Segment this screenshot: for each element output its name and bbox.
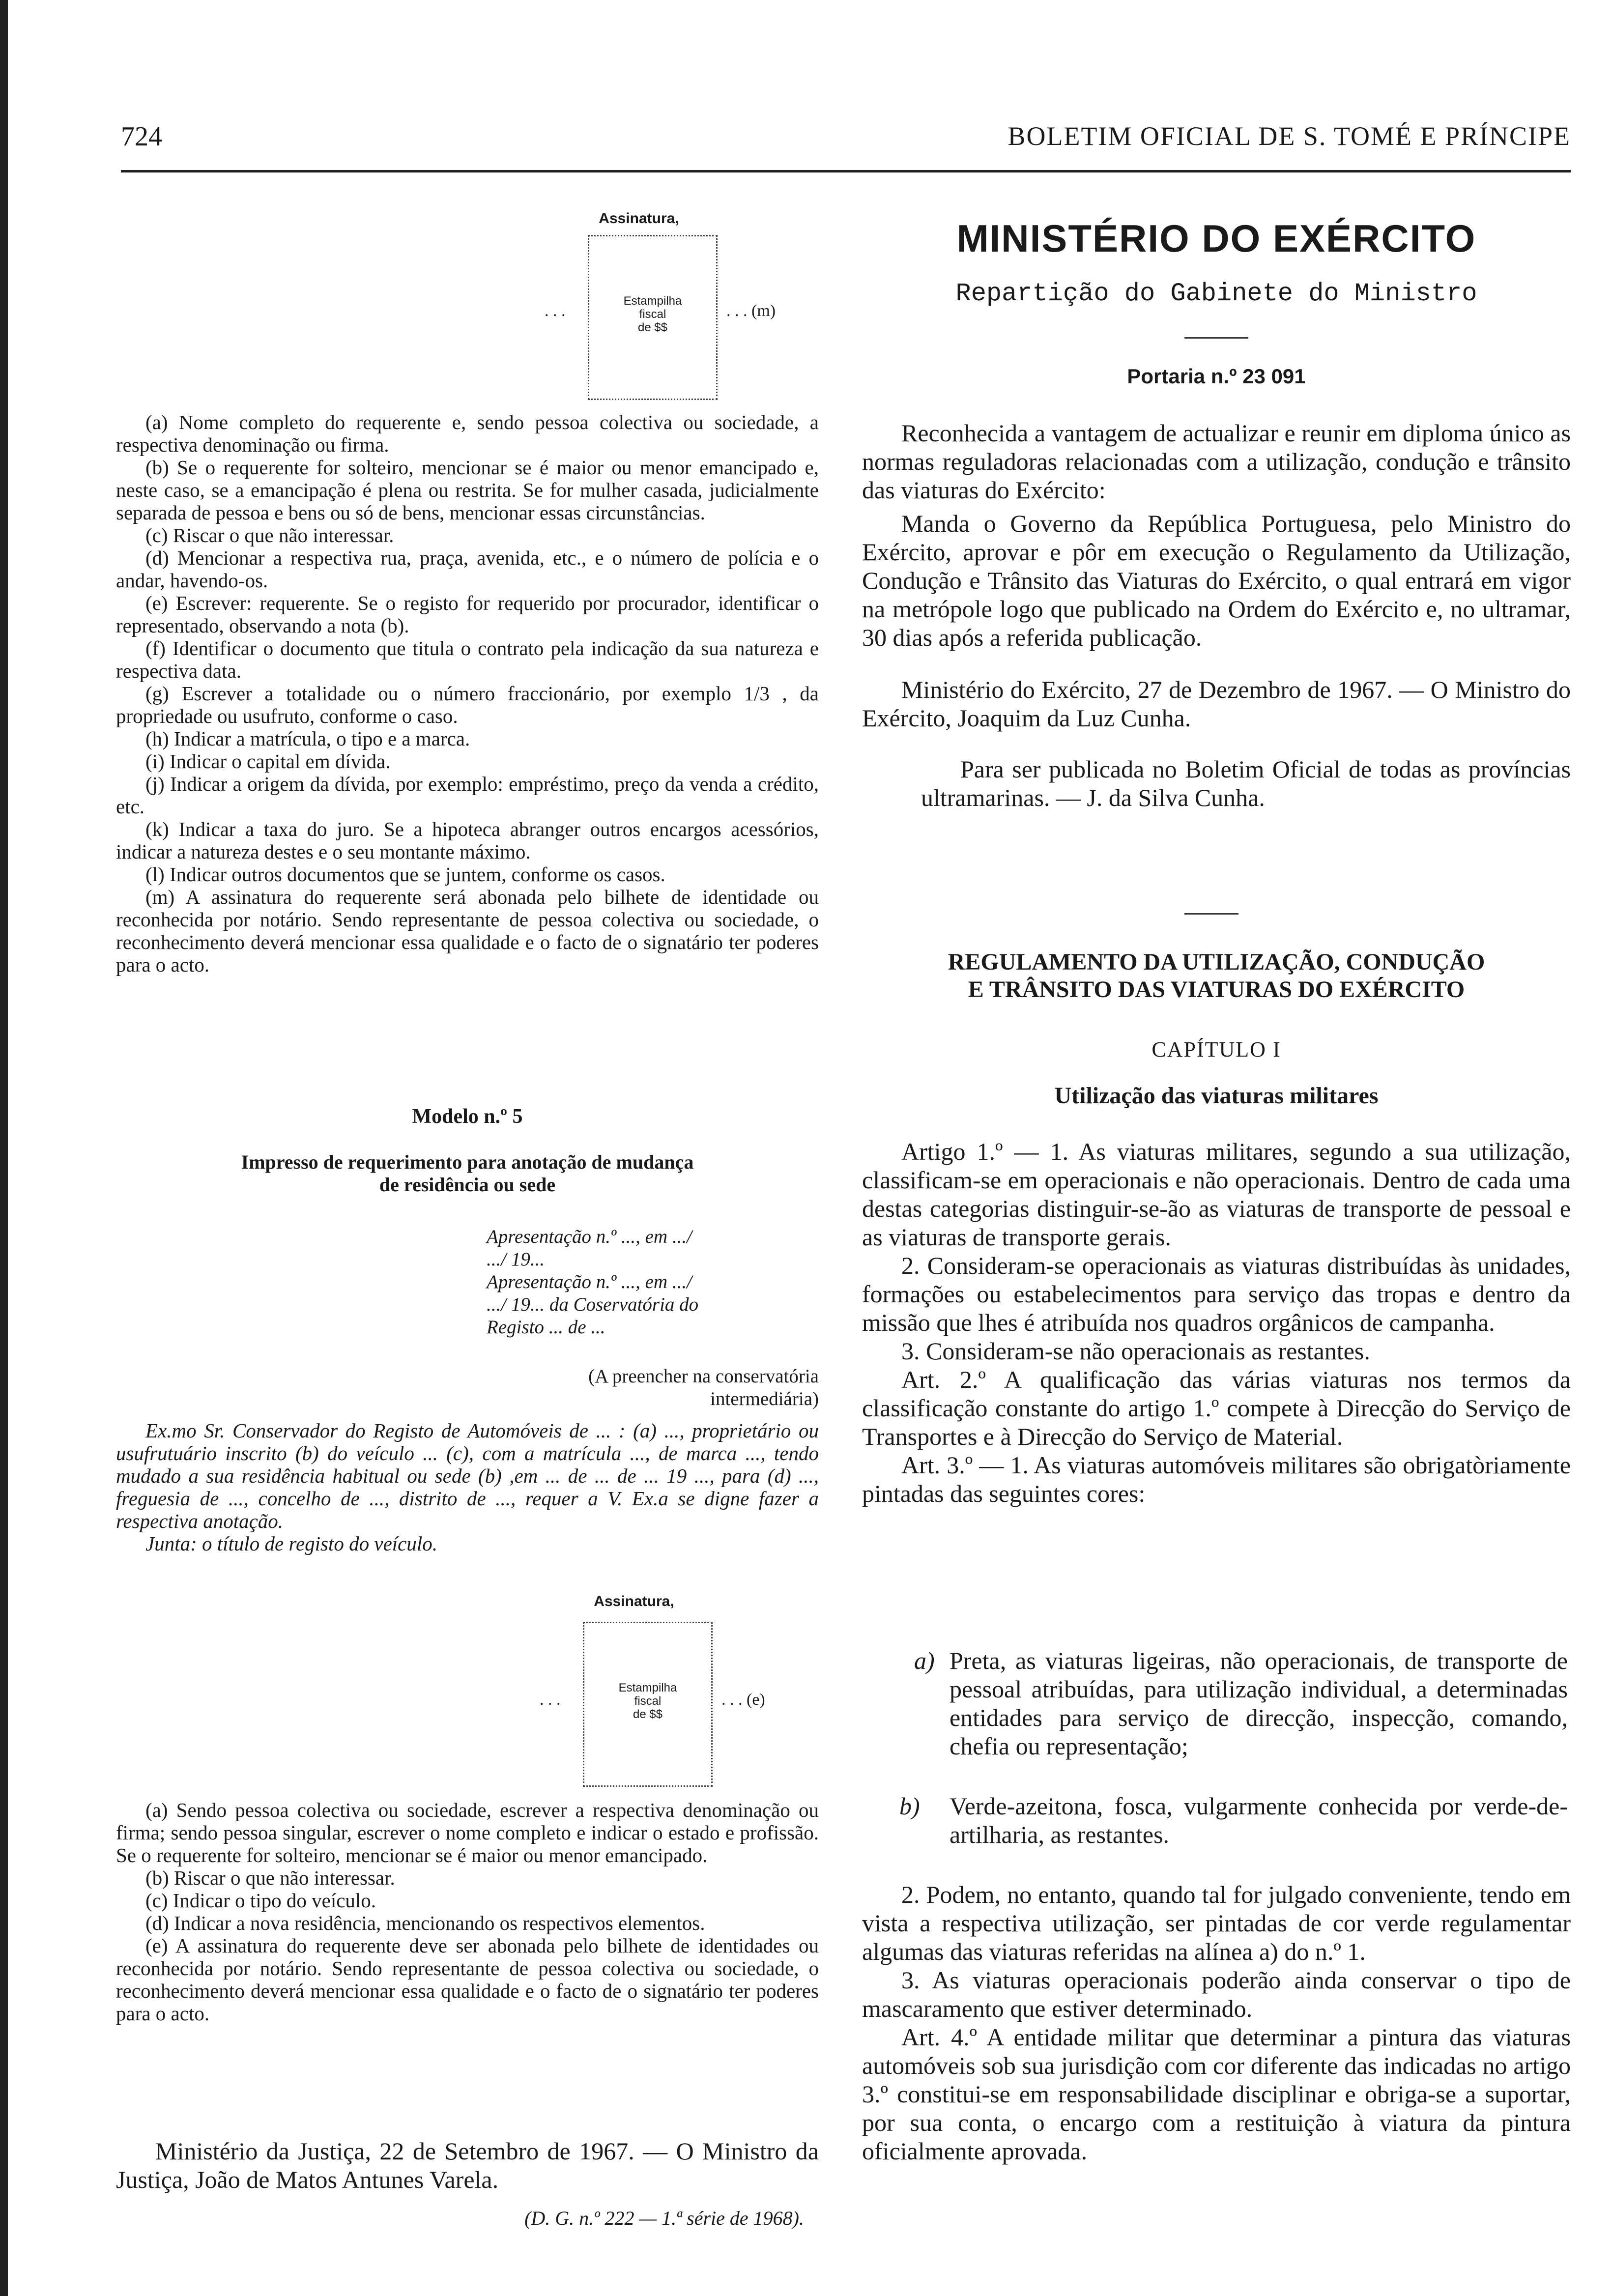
form-title-line: Impresso de requerimento para anotação de mudança (241, 1151, 694, 1173)
footnote: (a) Sendo pessoa colectiva ou sociedade, escrever a respectiva denominação ou firma; sendo pessoa singular, escrever o nome completo e indicar o estado e profissão. Se o requerente for solteiro, mencionar se é maior ou menor emancipado. (116, 1799, 819, 1866)
item-label: b) (899, 1792, 920, 1820)
article-paragraph: Artigo 1.º — 1. As viaturas militares, segundo a sua utilização, classificam-se em operacionais e não operacionais. Dentro de cada uma destas categorias distinguir-se-ão as viaturas de transporte de pessoal e as viaturas de transporte gerais. (862, 1138, 1571, 1251)
stamp-line: Estampilha (618, 1681, 677, 1694)
ordinance-number: Portaria n.º 23 091 (1127, 365, 1306, 388)
footnote: (b) Se o requerente for solteiro, mencionar se é maior ou menor emancipado e, neste caso, se a emancipação é plena ou restrita. Se for mulher casada, judicialmente separada de pessoa e bens ou só de bens, mencionar essas circunstâncias. (116, 456, 819, 524)
footnote: (c) Riscar o que não interessar. (145, 524, 394, 546)
presentation-line: Registo ... de ... (487, 1317, 605, 1338)
paragraph: Para ser publicada no Boletim Oficial de todas as províncias ultramarinas. — J. da Silva Cunha. (921, 755, 1571, 811)
regulation-title-line: E TRÂNSITO DAS VIATURAS DO EXÉRCITO (968, 976, 1465, 1003)
presentation-block (487, 1226, 821, 1339)
list-item-a (914, 1646, 1568, 1760)
footnote: (h) Indicar a matrícula, o tipo e a marca. (145, 727, 470, 750)
item-label: a) (914, 1647, 935, 1674)
footnote: (e) Escrever: requerente. Se o registo for requerido por procurador, identificar o representado, observando a nota (b). (116, 592, 819, 637)
article-paragraph: 3. As viaturas operacionais poderão ainda conservar o tipo de mascaramento que estiver determinado. (862, 1966, 1571, 2022)
regulation-title-line: REGULAMENTO DA UTILIZAÇÃO, CONDUÇÃO (948, 949, 1485, 975)
ordinance-text (862, 419, 1571, 812)
fill-in-line: (A preencher na conservatória (588, 1366, 819, 1387)
article-paragraph: Art. 4.º A entidade militar que determinar a pintura das viaturas automóveis sob sua jurisdição com cor diferente das indicadas no artigo 3.º constitui-se em responsabilidade disciplinar e obriga-se a suportar, por sua conta, o encargo com a restituição à viatura da pintura oficialmente aprovada. (862, 2023, 1571, 2165)
request-paragraph: Ex.mo Sr. Conservador do Registo de Automóveis de ... : (a) ..., proprietário ou usufrutuário inscrito (b) do veículo ... (c), com a matrícula ..., de marca ..., tendo mudado a sua residência habitual ou sede (b) ,em ... de ... de ... 19 ..., para (d) ..., freguesia de ..., concelho de ..., distrito de ..., requer a V. Ex.a se digne fazer a respectiva anotação. (116, 1419, 819, 1532)
signature-dots-left: . . . (545, 302, 566, 320)
page-number: 724 (121, 121, 162, 152)
signature-title: Assinatura, (594, 1593, 674, 1609)
presentation-line: Apresentação n.º ..., em .../ (487, 1271, 692, 1292)
footnote: (d) Mencionar a respectiva rua, praça, avenida, etc., e o número de polícia e o andar, havendo-os. (116, 546, 819, 592)
tax-stamp-box-1 (588, 235, 718, 400)
stamp-line: Estampilha (623, 294, 682, 308)
paragraph: Manda o Governo da República Portuguesa, pelo Ministro do Exército, aprovar e pôr em execução o Regulamento da Utilização, Condução e Trânsito das Viaturas do Exército, o qual entrará em vigor na metrópole logo que publicado na Ordem do Exército e, no ultramar, 30 dias após a referida publicação. (862, 510, 1571, 651)
footnotes-model-4 (116, 411, 819, 976)
stamp-line: de $$ (633, 1708, 663, 1721)
footnote: (m) A assinatura do requerente será abonada pelo bilhete de identidade ou reconhecida por notário. Sendo representante de pessoa colectiva ou sociedade, o reconhecimento deverá mencionar essa qualidade e o facto de o signatário ter poderes para o acto. (116, 886, 819, 976)
footnote: (d) Indicar a nova residência, mencionando os respectivos elementos. (145, 1912, 705, 1934)
article-paragraph: 2. Consideram-se operacionais as viaturas distribuídas às unidades, formações ou estabelecimentos para serviço das tropas e dentro da missão que lhes é atribuída nos quadros orgânicos de campanha. (862, 1252, 1571, 1336)
department-heading: Repartição do Gabinete do Ministro (955, 279, 1477, 308)
publication-title: BOLETIM OFICIAL DE S. TOMÉ E PRÍNCIPE (1008, 121, 1571, 151)
fill-in-note (487, 1365, 819, 1410)
presentation-line: .../ 19... (487, 1249, 545, 1270)
gazette-reference: (D. G. n.º 222 — 1.ª série de 1968). (524, 2207, 804, 2229)
form-title-line: de residência ou sede (379, 1174, 556, 1196)
article-paragraph: 2. Podem, no entanto, quando tal for julgado conveniente, tendo em vista a respectiva utilização, ser pintadas de cor verde regulamentar algumas das viaturas referidas na alínea a) do n.º 1. (862, 1881, 1571, 1965)
footnote: (i) Indicar o capital em dívida. (145, 750, 391, 773)
presentation-line: Apresentação n.º ..., em .../ (487, 1226, 692, 1247)
list-item-b (899, 1792, 1568, 1849)
footnote: (e) A assinatura do requerente deve ser abonada pelo bilhete de identidades ou reconhecida por notário. Sendo representante de pessoa colectiva ou sociedade, o reconhecimento deverá mencionar essa qualidade e o facto de o signatário ter poderes para o acto. (116, 1934, 819, 2025)
attachment-line: Junta: o título de registo do veículo. (145, 1532, 437, 1555)
articles-3-4 (862, 1880, 1571, 2165)
form-title (116, 1151, 819, 1196)
article-paragraph: 3. Consideram-se não operacionais as restantes. (901, 1337, 1370, 1365)
signature-dots-right: . . . (m) (726, 302, 776, 320)
signature-block-2 (536, 1593, 732, 1610)
footnote: (j) Indicar a origem da dívida, por exemplo: empréstimo, preço da venda a crédito, etc. (116, 773, 819, 818)
chapter-heading: CAPÍTULO I (1151, 1037, 1281, 1062)
chapter-title: Utilização das viaturas militares (1054, 1083, 1379, 1109)
model-heading: Modelo n.º 5 (412, 1105, 523, 1128)
footnotes-model-5 (116, 1799, 819, 2025)
footnote: (c) Indicar o tipo do veículo. (145, 1889, 376, 1912)
article-paragraph: Art. 2.º A qualificação das várias viaturas nos termos da classificação constante do artigo 1.º compete à Direcção do Serviço de Transportes e à Direcção do Serviço de Material. (862, 1366, 1571, 1450)
stamp-line: fiscal (634, 1694, 662, 1708)
article-paragraph: Art. 3.º — 1. As viaturas automóveis militares são obrigatòriamente pintadas das seguintes cores: (862, 1451, 1571, 1507)
stamp-line: de $$ (637, 321, 668, 334)
ministry-heading: MINISTÉRIO DO EXÉRCITO (956, 217, 1476, 260)
footnote: (a) Nome completo do requerente e, sendo pessoa colectiva ou sociedade, a respectiva denominação ou firma. (116, 411, 819, 456)
presentation-line: .../ 19... da Coservatória do (487, 1294, 699, 1315)
signature-dots-left: . . . (540, 1691, 561, 1709)
paragraph: Reconhecida a vantagem de actualizar e reunir em diploma único as normas reguladoras relacionadas com a utilização, condução e trânsito das viaturas do Exército: (862, 419, 1571, 504)
footnote: (l) Indicar outros documentos que se juntem, conforme os casos. (145, 863, 665, 886)
footnote: (g) Escrever a totalidade ou o número fraccionário, por exemplo 1/3 , da propriedade ou usufruto, conforme o caso. (116, 682, 819, 727)
footnote: (f) Identificar o documento que titula o contrato pela indicação da sua natureza e respectiva data. (116, 637, 819, 682)
paragraph: Ministério do Exército, 27 de Dezembro de 1967. — O Ministro do Exército, Joaquim da Luz Cunha. (862, 676, 1571, 732)
footnote: (b) Riscar o que não interessar. (145, 1866, 395, 1889)
signature-title: Assinatura, (599, 210, 679, 227)
item-text: Verde-azeitona, fosca, vulgarmente conhecida por verde-de-artilharia, as restantes. (950, 1792, 1568, 1848)
tax-stamp-box-2 (583, 1622, 713, 1787)
justice-ministry-signature (116, 2137, 819, 2194)
scan-edge (0, 0, 8, 2296)
footnote: (k) Indicar a taxa do juro. Se a hipoteca abranger outros encargos acessórios, indicar a natureza destes e o seu montante máximo. (116, 818, 819, 863)
page-header (121, 121, 1571, 155)
header-rule (121, 170, 1571, 172)
signature-paragraph: Ministério da Justiça, 22 de Setembro de 1967. — O Ministro da Justiça, João de Matos Antunes Varela. (116, 2137, 819, 2193)
signature-dots-right: . . . (e) (721, 1691, 765, 1709)
stamp-line: fiscal (639, 308, 666, 321)
signature-block-1 (541, 210, 737, 227)
divider (1184, 337, 1248, 339)
divider (1184, 913, 1238, 915)
request-text (116, 1419, 819, 1555)
articles-1-3 (862, 1137, 1571, 1508)
item-text: Preta, as viaturas ligeiras, não operacionais, de transporte de pessoal atribuídas, para utilização individual, a determinadas entidades para serviço de direcção, inspecção, comando, chefia ou representação; (950, 1647, 1568, 1760)
fill-in-line: intermediária) (710, 1388, 819, 1409)
regulation-title (862, 948, 1571, 1004)
